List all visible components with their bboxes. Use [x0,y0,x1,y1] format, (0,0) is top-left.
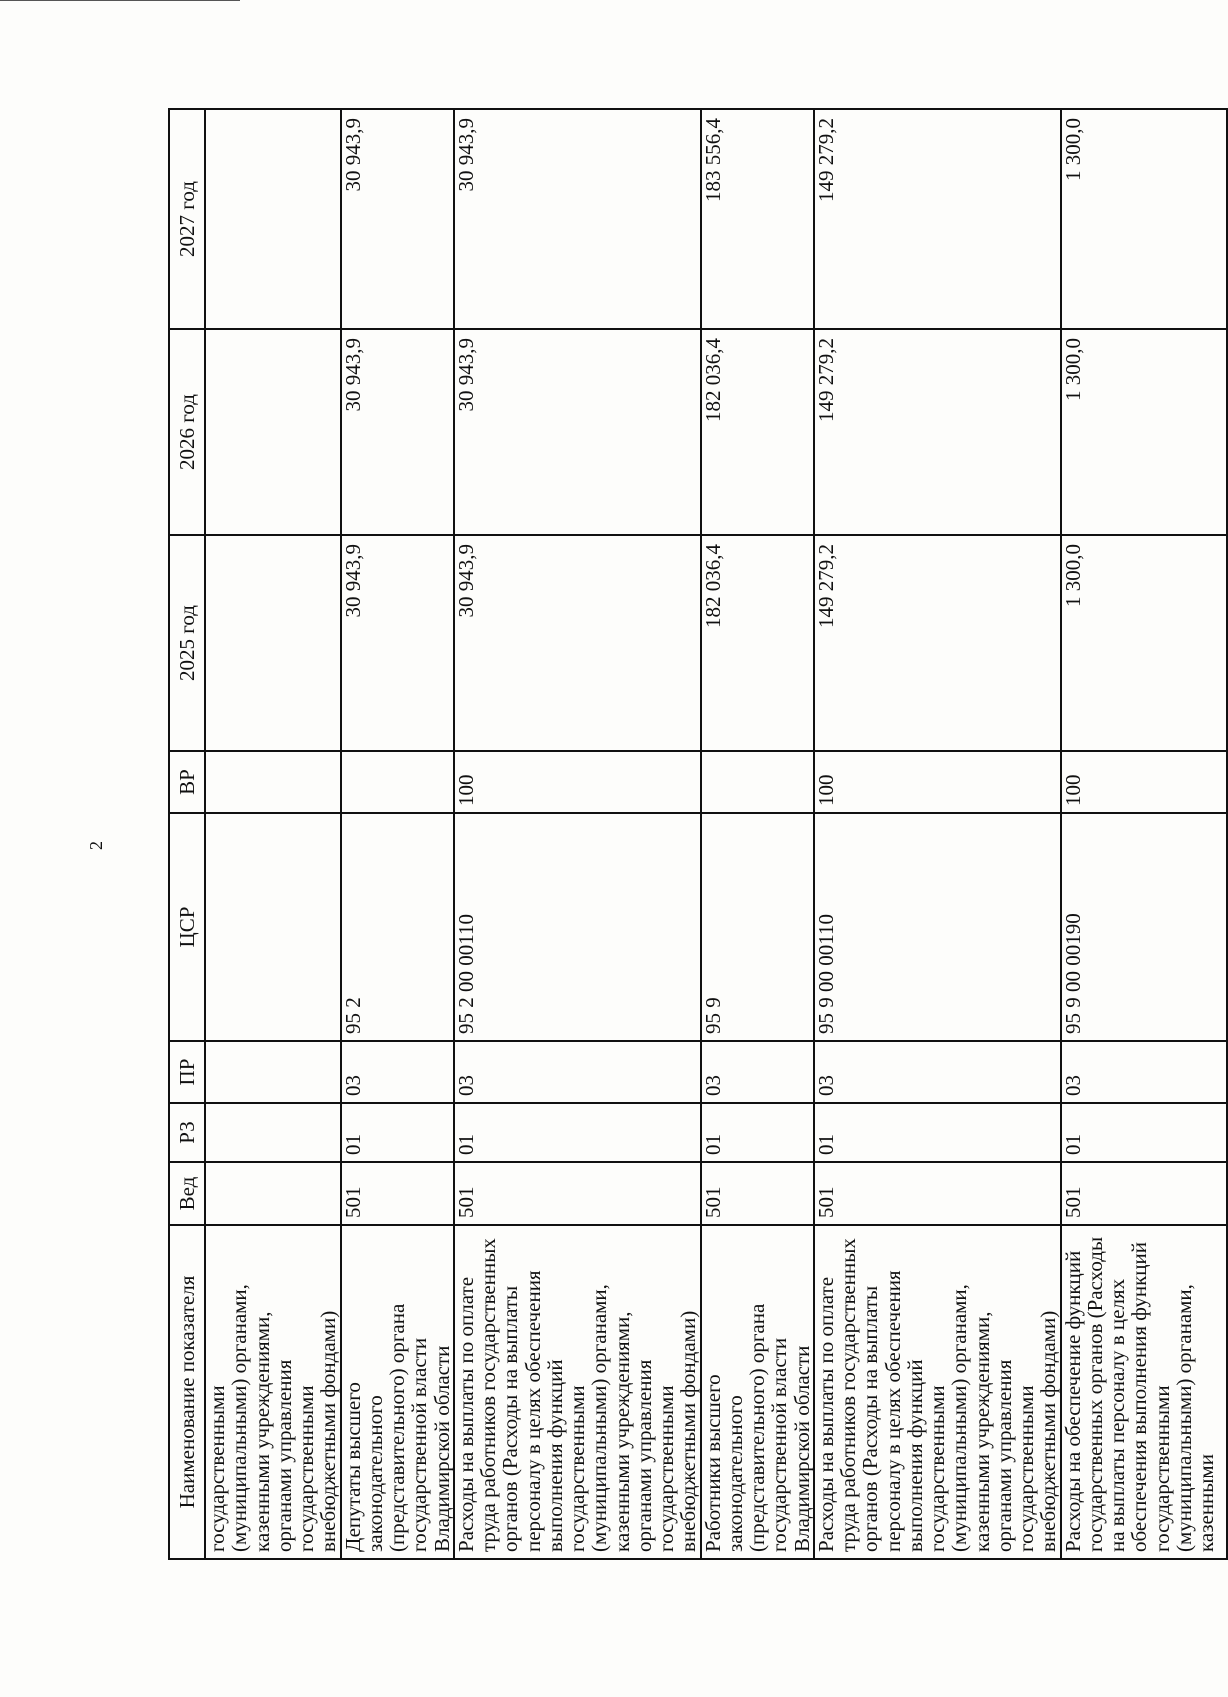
cell-vr [701,751,814,813]
header-ved: Вед [169,1162,205,1225]
cell-2027: 183 556,4 [701,109,814,329]
cell-ved: 501 [341,1162,454,1225]
cell-2027: 1 300,0 [1061,109,1227,329]
table-row [205,109,341,1559]
header-name: Наименование показателя [169,1225,205,1559]
cell-ved: 501 [1061,1162,1227,1225]
cell-csr: 95 2 00 00110 [454,813,701,1041]
header-2027: 2027 год [169,109,205,329]
cell-2025: 182 036,4 [701,535,814,751]
rotated-table-container [168,110,1218,1560]
cell-name: Депутаты высшего законодательного (представительного) органа государственной власти Владимирской области [341,1225,454,1559]
header-vr: ВР [169,751,205,813]
cell-pr: 03 [454,1041,701,1103]
header-2026: 2026 год [169,329,205,535]
cell-pr [205,1041,341,1103]
cell-2025: 1 300,0 [1061,535,1227,751]
cell-rz: 01 [814,1103,1061,1162]
cell-name: Работники высшего законодательного (представительного) органа государственной власти Владимирской области [701,1225,814,1559]
cell-ved: 501 [701,1162,814,1225]
cell-rz: 01 [701,1103,814,1162]
cell-ved: 501 [814,1162,1061,1225]
cell-rz [205,1103,341,1162]
cell-vr: 100 [454,751,701,813]
cell-2027 [205,109,341,329]
cell-name: государственными (муниципальными) органами, казенными учреждениями, органами управления государственными внебюджетными фондами) [205,1225,341,1559]
table-row [814,109,1061,1559]
cell-rz: 01 [454,1103,701,1162]
cell-2027: 149 279,2 [814,109,1061,329]
budget-table [168,108,1228,1560]
cell-pr: 03 [701,1041,814,1103]
header-rz: РЗ [169,1103,205,1162]
cell-2026: 30 943,9 [341,329,454,535]
cell-csr: 95 2 [341,813,454,1041]
cell-name: Расходы на обеспечение функций государственных органов (Расходы на выплаты персоналу в целях обеспечения выполнения функций государственными (муниципальными) органами, казенными [1061,1225,1227,1559]
cell-pr: 03 [814,1041,1061,1103]
cell-name: Расходы на выплаты по оплате труда работников государственных органов (Расходы на выплаты персоналу в целях обеспечения выполнения функций государственными (муниципальными) органами, казенными учреждениями, органами управления государственными внебюджетными фондами) [814,1225,1061,1559]
cell-2027: 30 943,9 [341,109,454,329]
cell-pr: 03 [341,1041,454,1103]
cell-2026: 149 279,2 [814,329,1061,535]
cell-ved: 501 [454,1162,701,1225]
cell-name: Расходы на выплаты по оплате труда работников государственных органов (Расходы на выплаты персоналу в целях обеспечения выполнения функций государственными (муниципальными) органами, казенными учреждениями, органами управления государственными внебюджетными фондами) [454,1225,701,1559]
table-row [1061,109,1227,1559]
cell-ved [205,1162,341,1225]
table-row [701,109,814,1559]
cell-vr: 100 [1061,751,1227,813]
header-2025: 2025 год [169,535,205,751]
table-row [341,109,454,1559]
cell-2025: 30 943,9 [454,535,701,751]
cell-pr: 03 [1061,1041,1227,1103]
cell-2025: 149 279,2 [814,535,1061,751]
cell-csr: 95 9 00 00190 [1061,813,1227,1041]
cell-rz: 01 [341,1103,454,1162]
cell-2027: 30 943,9 [454,109,701,329]
cell-2026: 30 943,9 [454,329,701,535]
cell-2026 [205,329,341,535]
table-header-row [169,109,205,1559]
cell-vr [205,751,341,813]
cell-2025 [205,535,341,751]
cell-csr: 95 9 00 00110 [814,813,1061,1041]
page-number: 2 [86,841,106,850]
cell-2026: 1 300,0 [1061,329,1227,535]
cell-vr [341,751,454,813]
cell-csr: 95 9 [701,813,814,1041]
cell-2025: 30 943,9 [341,535,454,751]
cell-2026: 182 036,4 [701,329,814,535]
header-csr: ЦСР [169,813,205,1041]
cell-vr: 100 [814,751,1061,813]
scan-edge-mark [0,0,240,1]
cell-rz: 01 [1061,1103,1227,1162]
table-row [454,109,701,1559]
cell-csr [205,813,341,1041]
header-pr: ПР [169,1041,205,1103]
